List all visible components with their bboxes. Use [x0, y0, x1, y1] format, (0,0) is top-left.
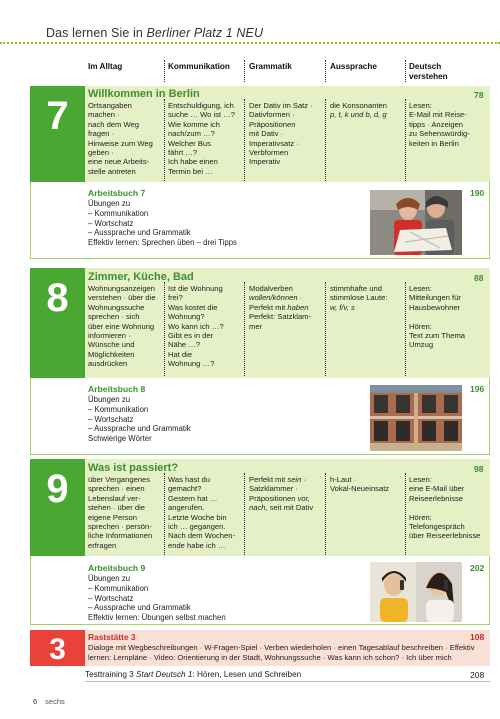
unit-9-arbeitsbuch-title: Arbeitsbuch 9: [88, 563, 146, 573]
testtraining-rule: [85, 681, 490, 682]
unit-9-grammatik-line3: seit mit Dativ: [267, 503, 314, 513]
col-divider: [244, 282, 245, 376]
raststaette-text: Dialoge mit Wegbeschreibungen · W-Fragen-Spiel · Verben wiederholen · einen Tagesablauf beschreiben · Effektiv lernen: Lernpläne · Video: Orientierung in der Stadt, Wohnungssuche · Was kann ich schon? · Ich über mich: [88, 643, 475, 662]
unit-8-grammatik-italic: wollen/können ·: [249, 293, 303, 303]
unit-7-arbeitsbuch-page: 190: [470, 188, 485, 198]
col-divider: [325, 60, 326, 82]
unit-9-photo: [370, 562, 462, 622]
testtraining-italic: Start Deutsch 1: [135, 670, 193, 679]
unit-8-alltag: Wohnungsanzeigen verstehen · über die Wohnungssuche sprechen · sich über eine Wohnung informieren · Wünsche und Möglichkeiten ausdrücken: [88, 284, 156, 369]
unit-9-grammatik-italic2: vor, nach,: [249, 493, 310, 513]
unit-7-title: Willkommen in Berlin: [88, 88, 200, 100]
col-divider: [244, 60, 245, 82]
testtraining-rest: : Hören, Lesen und Schreiben: [192, 670, 302, 679]
unit-9-title: Was ist passiert?: [88, 462, 179, 474]
unit-8-number: 8: [46, 276, 69, 320]
unit-9-aussprache: h-Laut · Vokal-Neueinsatz: [330, 475, 390, 494]
unit-9-grammatik-line1: Perfekt mit: [249, 475, 288, 484]
col-divider: [325, 282, 326, 376]
unit-8-deutsch: Lesen: Mitteilungen für Hausbewohner Hören: Text zum Thema Umzug: [409, 284, 465, 350]
col-header-grammatik: Grammatik: [249, 62, 292, 71]
unit-8-grammatik-line3: Perfekt mit: [249, 302, 288, 312]
unit-9-alltag: über Vergangenes sprechen · einen Lebenslauf ver- stehen · über die eigene Person sprechen · persön- liche Informationen erfragen: [88, 475, 153, 550]
title-book: Berliner Platz 1 NEU: [146, 26, 264, 40]
raststaette-number-block: [30, 630, 85, 666]
raststaette-number: 3: [49, 633, 66, 666]
unit-9-arbeitsbuch-text: Übungen zu – Kommunikation – Wortschatz – Aussprache und Grammatik Effektiv lernen: Übungen selbst machen: [88, 574, 226, 623]
unit-8-arbeitsbuch-text: Übungen zu – Kommunikation – Wortschatz – Aussprache und Grammatik Schwierige Wörter: [88, 395, 191, 444]
page-footer: [33, 697, 65, 706]
unit-8-page: 88: [474, 273, 484, 283]
unit-8-arbeitsbuch-title: Arbeitsbuch 8: [88, 384, 146, 394]
col-divider: [244, 473, 245, 555]
unit-9-page: 98: [474, 464, 484, 474]
col-header-alltag: Im Alltag: [88, 62, 123, 71]
col-header-kommunikation: Kommunikation: [168, 62, 230, 71]
col-divider: [244, 99, 245, 181]
unit-8-title: Zimmer, Küche, Bad: [88, 271, 194, 283]
page-title: [46, 26, 263, 41]
unit-9-kommunikation: Was hast du gemacht? Gestern hat … angerufen. Letzte Woche bin ich … gegangen. Nach dem Wochen- ende habe ich …: [168, 475, 235, 550]
unit-9-arbeitsbuch-page: 202: [470, 563, 485, 573]
unit-8-kommunikation: Ist die Wohnung frei? Was kostet die Wohnung? Wo kann ich …? Gibt es in der Nähe …? Hat die Wohnung …?: [168, 284, 224, 369]
col-header-deutsch: Deutsch verstehen: [409, 62, 448, 82]
unit-7-aussprache: [330, 101, 387, 120]
unit-8-grammatik-line4: Perfekt: Satzklam- mer: [249, 312, 312, 331]
unit-7-arbeitsbuch-title: Arbeitsbuch 7: [88, 188, 146, 198]
unit-7-photo: [370, 190, 462, 255]
unit-9-grammatik: [249, 475, 313, 513]
col-divider: [405, 60, 406, 82]
unit-9-grammatik-italic: sein: [287, 475, 302, 484]
page-number-word: sechs: [45, 697, 65, 706]
unit-7-aussprache-italic: p, t, k und b, d, g: [330, 110, 387, 120]
col-divider: [164, 60, 165, 82]
unit-8-grammatik-italic2: haben: [287, 302, 309, 312]
unit-8-aussprache: [330, 284, 387, 312]
testtraining-line: [85, 670, 301, 680]
unit-7-kommunikation: Entschuldigung, ich suche … Wo ist …? Wie komme ich nach/zum …? Welcher Bus fährt …? Ich habe einen Termin bei …: [168, 101, 235, 176]
unit-8-number-block: [30, 268, 85, 378]
unit-7-deutsch: Lesen: E-Mail mit Reise- tipps · Anzeigen zu Sehenswürdig- keiten in Berlin: [409, 101, 470, 148]
title-prefix: Das lernen Sie in: [46, 26, 147, 40]
unit-8-grammatik-line1: Modalverben: [249, 284, 293, 293]
unit-7-alltag: Ortsangaben machen · nach dem Weg fragen · Hinweise zum Weg geben · eine neue Arbeits- stelle antreten: [88, 101, 153, 176]
col-header-aussprache: Aussprache: [330, 62, 377, 71]
unit-9-number: 9: [46, 467, 69, 511]
col-divider: [164, 99, 165, 181]
title-dotted-rule: [0, 42, 500, 44]
unit-9-grammatik-line2: · Satzklammer · Präpositionen: [249, 475, 306, 503]
unit-8-arbeitsbuch-page: 196: [470, 384, 485, 394]
col-divider: [325, 99, 326, 181]
raststaette-page: 108: [470, 632, 485, 642]
unit-7-grammatik: Der Dativ im Satz · Dativformen · Präpositionen mit Dativ · Imperativsatz · Verbformen Imperativ: [249, 101, 313, 167]
col-divider: [405, 99, 406, 181]
col-divider: [405, 282, 406, 376]
testtraining-page: 208: [470, 670, 485, 680]
unit-8-aussprache-italic: w, f/v, s: [330, 302, 355, 312]
col-divider: [164, 282, 165, 376]
unit-9-deutsch: Lesen: eine E-Mail über Reiseerlebnisse Hören: Telefongespräch über Reiseerlebnisse: [409, 475, 481, 541]
unit-7-number: 7: [46, 94, 69, 138]
unit-9-number-block: [30, 459, 85, 556]
unit-7-number-block: [30, 86, 85, 182]
col-divider: [405, 473, 406, 555]
col-divider: [164, 473, 165, 555]
unit-7-aussprache-text: die Konsonanten: [330, 101, 388, 110]
unit-7-arbeitsbuch-text: Übungen zu – Kommunikation – Wortschatz – Aussprache und Grammatik Effektiv lernen: Sprechen üben – drei Tipps: [88, 199, 237, 248]
unit-7-page: 78: [474, 90, 484, 100]
testtraining-label: Testtraining 3: [85, 670, 134, 679]
col-divider: [325, 473, 326, 555]
unit-8-aussprache-text: stimmhafte und stimmlose Laute:: [330, 284, 388, 303]
unit-8-photo: [370, 385, 462, 451]
page-number: 6: [33, 697, 38, 706]
unit-8-grammatik: [249, 284, 311, 331]
raststaette-title: Raststätte 3: [88, 632, 136, 642]
